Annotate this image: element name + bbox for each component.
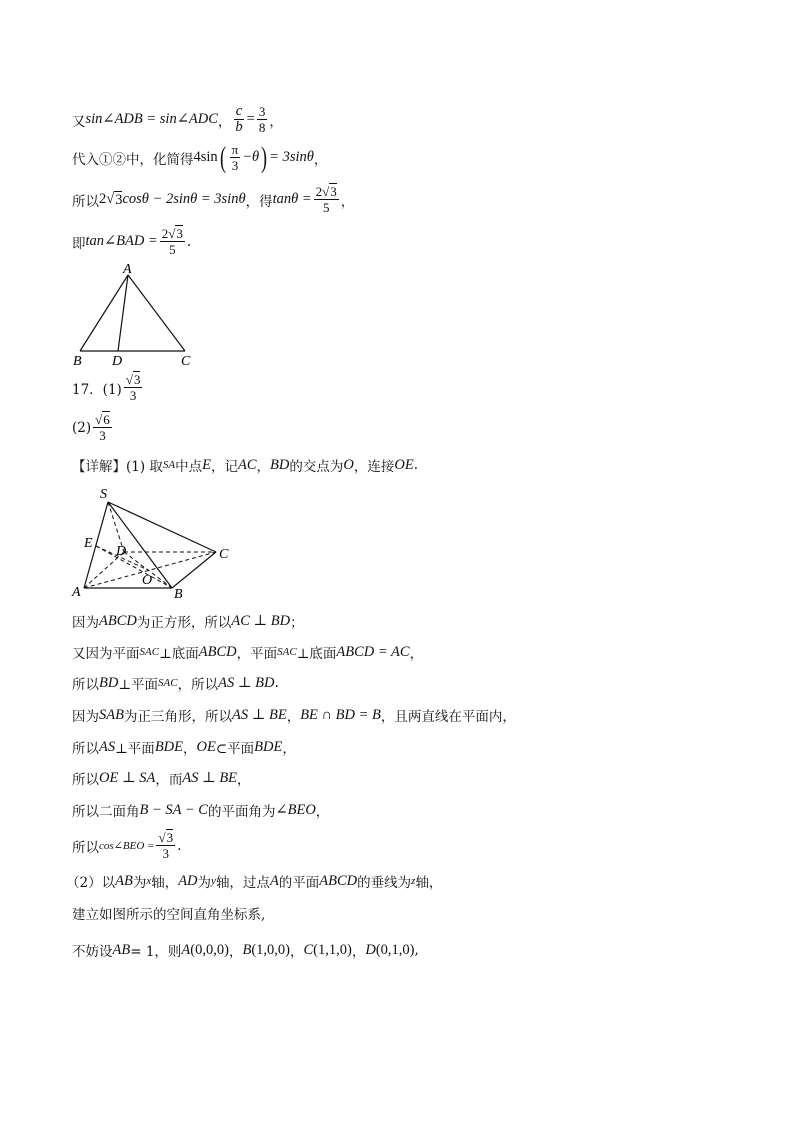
triangle-figure xyxy=(60,262,210,370)
fraction: $\frac{√3}{3}$ xyxy=(125,372,141,403)
text: 建立如图所示的空间直角坐标系, xyxy=(72,907,266,923)
text: 为正三角形，所以 xyxy=(123,709,232,725)
line-2: 代入①②中，化简得 4sin ( $\frac{\pi}{3}$ −θ ) = 3sinθ ， xyxy=(72,140,328,174)
math: BD xyxy=(270,456,290,473)
text: . xyxy=(177,837,182,854)
line-9 xyxy=(72,642,423,662)
text: ，所以 xyxy=(177,677,219,693)
text: 17．(1) xyxy=(72,381,122,398)
line-18 xyxy=(72,940,419,960)
text: 的交点为 xyxy=(289,459,344,475)
text: 所以 xyxy=(72,772,99,788)
label-C: C xyxy=(219,547,229,562)
label-O: O xyxy=(142,573,153,588)
label-A: A xyxy=(123,262,132,277)
text: ，且两直线在平面内， xyxy=(380,709,516,725)
math: x xyxy=(146,875,152,887)
text: 即 xyxy=(72,235,86,252)
math: BDE xyxy=(254,738,283,755)
text: ，而 xyxy=(155,772,183,788)
label-C: C xyxy=(181,354,191,369)
math: AS ⊥ BD xyxy=(218,674,275,691)
text: ； xyxy=(290,615,304,631)
fraction: $\frac{2√3}{5}$ xyxy=(161,226,183,257)
text: 又 xyxy=(72,113,86,130)
text: ， xyxy=(315,804,330,820)
math: AS xyxy=(99,738,116,755)
text: ，得 xyxy=(245,193,273,210)
line-13 xyxy=(72,768,251,788)
math: 2 xyxy=(99,191,107,207)
text: ， xyxy=(286,709,301,725)
text: ， xyxy=(282,741,296,757)
fraction: $\frac{c}{b}$ xyxy=(235,103,243,135)
text: 轴， xyxy=(151,875,179,891)
text: = 1，则 xyxy=(130,944,182,960)
text: ， xyxy=(183,741,197,757)
text: (2) xyxy=(72,419,92,436)
math: BE ∩ BD = B xyxy=(300,706,381,723)
radicand: 3 xyxy=(115,191,123,208)
math: AS ⊥ BE xyxy=(231,706,287,723)
text: ， xyxy=(228,944,243,960)
fraction: $\frac{3}{8}$ xyxy=(258,104,266,135)
math: OE xyxy=(196,738,216,755)
text: . xyxy=(413,457,419,473)
line-3: 所以 2 √ 3 cosθ − 2sinθ = 3sinθ ，得 tanθ = $\frac{2√3}{5}$ ， xyxy=(72,184,355,215)
label-A: A xyxy=(72,585,81,600)
text: 不妨设 xyxy=(72,944,113,960)
math: AB xyxy=(115,872,133,889)
line-6 xyxy=(72,412,114,443)
text: ，记 xyxy=(211,459,239,475)
text: ，连接 xyxy=(353,459,395,475)
text: ，平面 xyxy=(236,646,278,662)
text: ， xyxy=(351,944,366,960)
text: 所以 xyxy=(72,193,99,210)
text: . xyxy=(186,233,192,250)
math: SA xyxy=(162,459,176,471)
math: (0,0,0) xyxy=(190,941,229,958)
math: (1,0,0) xyxy=(251,941,290,958)
text: 的垂线为 xyxy=(357,875,412,891)
text: 【详解】(1) 取 xyxy=(72,459,163,475)
math: y xyxy=(211,875,216,887)
text: 所以 xyxy=(72,839,99,856)
label-B: B xyxy=(174,587,183,602)
math: z xyxy=(411,875,416,887)
text: ⊥平面 xyxy=(118,677,159,693)
fraction: $\frac{\pi}{3}$ xyxy=(231,142,239,173)
math: BDE xyxy=(154,738,183,755)
text: ⊥底面 xyxy=(159,646,199,662)
text: 为 xyxy=(197,875,212,891)
label-D: D xyxy=(112,354,123,369)
text: 轴， xyxy=(415,875,443,891)
text: 轴，过点 xyxy=(215,875,270,891)
math: AC ⊥ BD xyxy=(231,612,291,629)
line-15 xyxy=(72,830,181,861)
math: B − SA − C xyxy=(139,801,208,818)
label-E: E xyxy=(84,536,93,551)
text: 的平面角为 xyxy=(207,804,276,820)
math: SAC xyxy=(277,646,297,658)
text: ⊥底面 xyxy=(296,646,337,662)
math: SAC xyxy=(158,677,178,689)
math: 4sin xyxy=(193,149,218,165)
math: sin∠ADB = sin∠ADC xyxy=(85,111,218,127)
math: (1,1,0) xyxy=(313,941,352,958)
text: ⊂平面 xyxy=(215,741,255,757)
label-S: S xyxy=(100,487,107,502)
text: ， xyxy=(289,944,304,960)
math: E xyxy=(202,456,212,473)
math: (0,1,0) xyxy=(375,941,415,958)
text: 代入①②中，化简得 xyxy=(72,151,194,168)
line-7 xyxy=(72,455,418,475)
math: SAC xyxy=(139,646,160,658)
text: 所以二面角 xyxy=(72,804,140,820)
math: tan∠BAD = xyxy=(85,233,158,249)
math: AS ⊥ BE xyxy=(182,769,238,786)
line-17 xyxy=(72,903,265,923)
math: OE xyxy=(394,456,414,473)
pyramid-figure xyxy=(64,484,244,602)
line-11 xyxy=(72,705,516,725)
text: ， xyxy=(409,646,424,662)
text: . xyxy=(274,675,279,691)
math: = xyxy=(246,111,255,127)
text: ， xyxy=(237,772,251,788)
text: 所以 xyxy=(72,677,99,693)
math: AD xyxy=(178,872,198,889)
text: ， xyxy=(256,459,271,475)
text: 所以 xyxy=(72,741,99,757)
math: A xyxy=(269,872,279,889)
label-B: B xyxy=(73,354,82,369)
text: 因为 xyxy=(72,709,99,725)
text: （2）以 xyxy=(66,875,116,891)
text: ， xyxy=(217,113,232,130)
math: cos∠BEO = xyxy=(99,840,155,852)
label-D: D xyxy=(116,544,127,559)
math: OE ⊥ SA xyxy=(99,769,156,786)
math: O xyxy=(343,456,354,473)
math: ABCD xyxy=(198,643,237,660)
math: = 3sinθ xyxy=(269,149,314,165)
math: B xyxy=(242,941,252,958)
math: BD xyxy=(99,674,119,691)
text: 中点 xyxy=(175,459,203,475)
math: D xyxy=(365,941,376,958)
text: ⊥平面 xyxy=(115,741,155,757)
text: 为 xyxy=(132,875,147,891)
line-10 xyxy=(72,673,279,693)
math: −θ xyxy=(242,149,260,165)
line-16 xyxy=(66,871,442,891)
line-4 xyxy=(72,226,191,257)
text: 又因为平面 xyxy=(72,646,140,662)
math: A xyxy=(181,941,191,958)
line-1 xyxy=(72,104,283,135)
text: ， xyxy=(313,151,328,168)
math: cosθ − 2sinθ = 3sinθ xyxy=(122,191,246,207)
fraction: $\frac{√3}{3}$ xyxy=(158,830,174,861)
math: AC xyxy=(238,456,257,473)
fraction: $\frac{2√3}{5}$ xyxy=(315,184,337,215)
math: ∠BEO xyxy=(275,801,316,818)
text: 因为 xyxy=(72,615,99,631)
line-14 xyxy=(72,800,329,820)
math: C xyxy=(303,941,314,958)
text: ， xyxy=(269,113,283,130)
line-5 xyxy=(72,372,144,403)
math: ABCD = AC xyxy=(336,643,410,660)
line-8 xyxy=(72,611,304,631)
math: tanθ = xyxy=(272,191,312,207)
text: , xyxy=(414,942,419,958)
math: AB xyxy=(112,941,131,958)
math: SAB xyxy=(99,706,124,723)
line-12 xyxy=(72,737,296,757)
text: ， xyxy=(340,193,355,210)
text: 的平面 xyxy=(278,875,320,891)
text: 为正方形，所以 xyxy=(136,615,232,631)
math: ABCD xyxy=(99,612,137,629)
math: ABCD xyxy=(319,872,358,889)
fraction: $\frac{√6}{3}$ xyxy=(95,412,110,443)
